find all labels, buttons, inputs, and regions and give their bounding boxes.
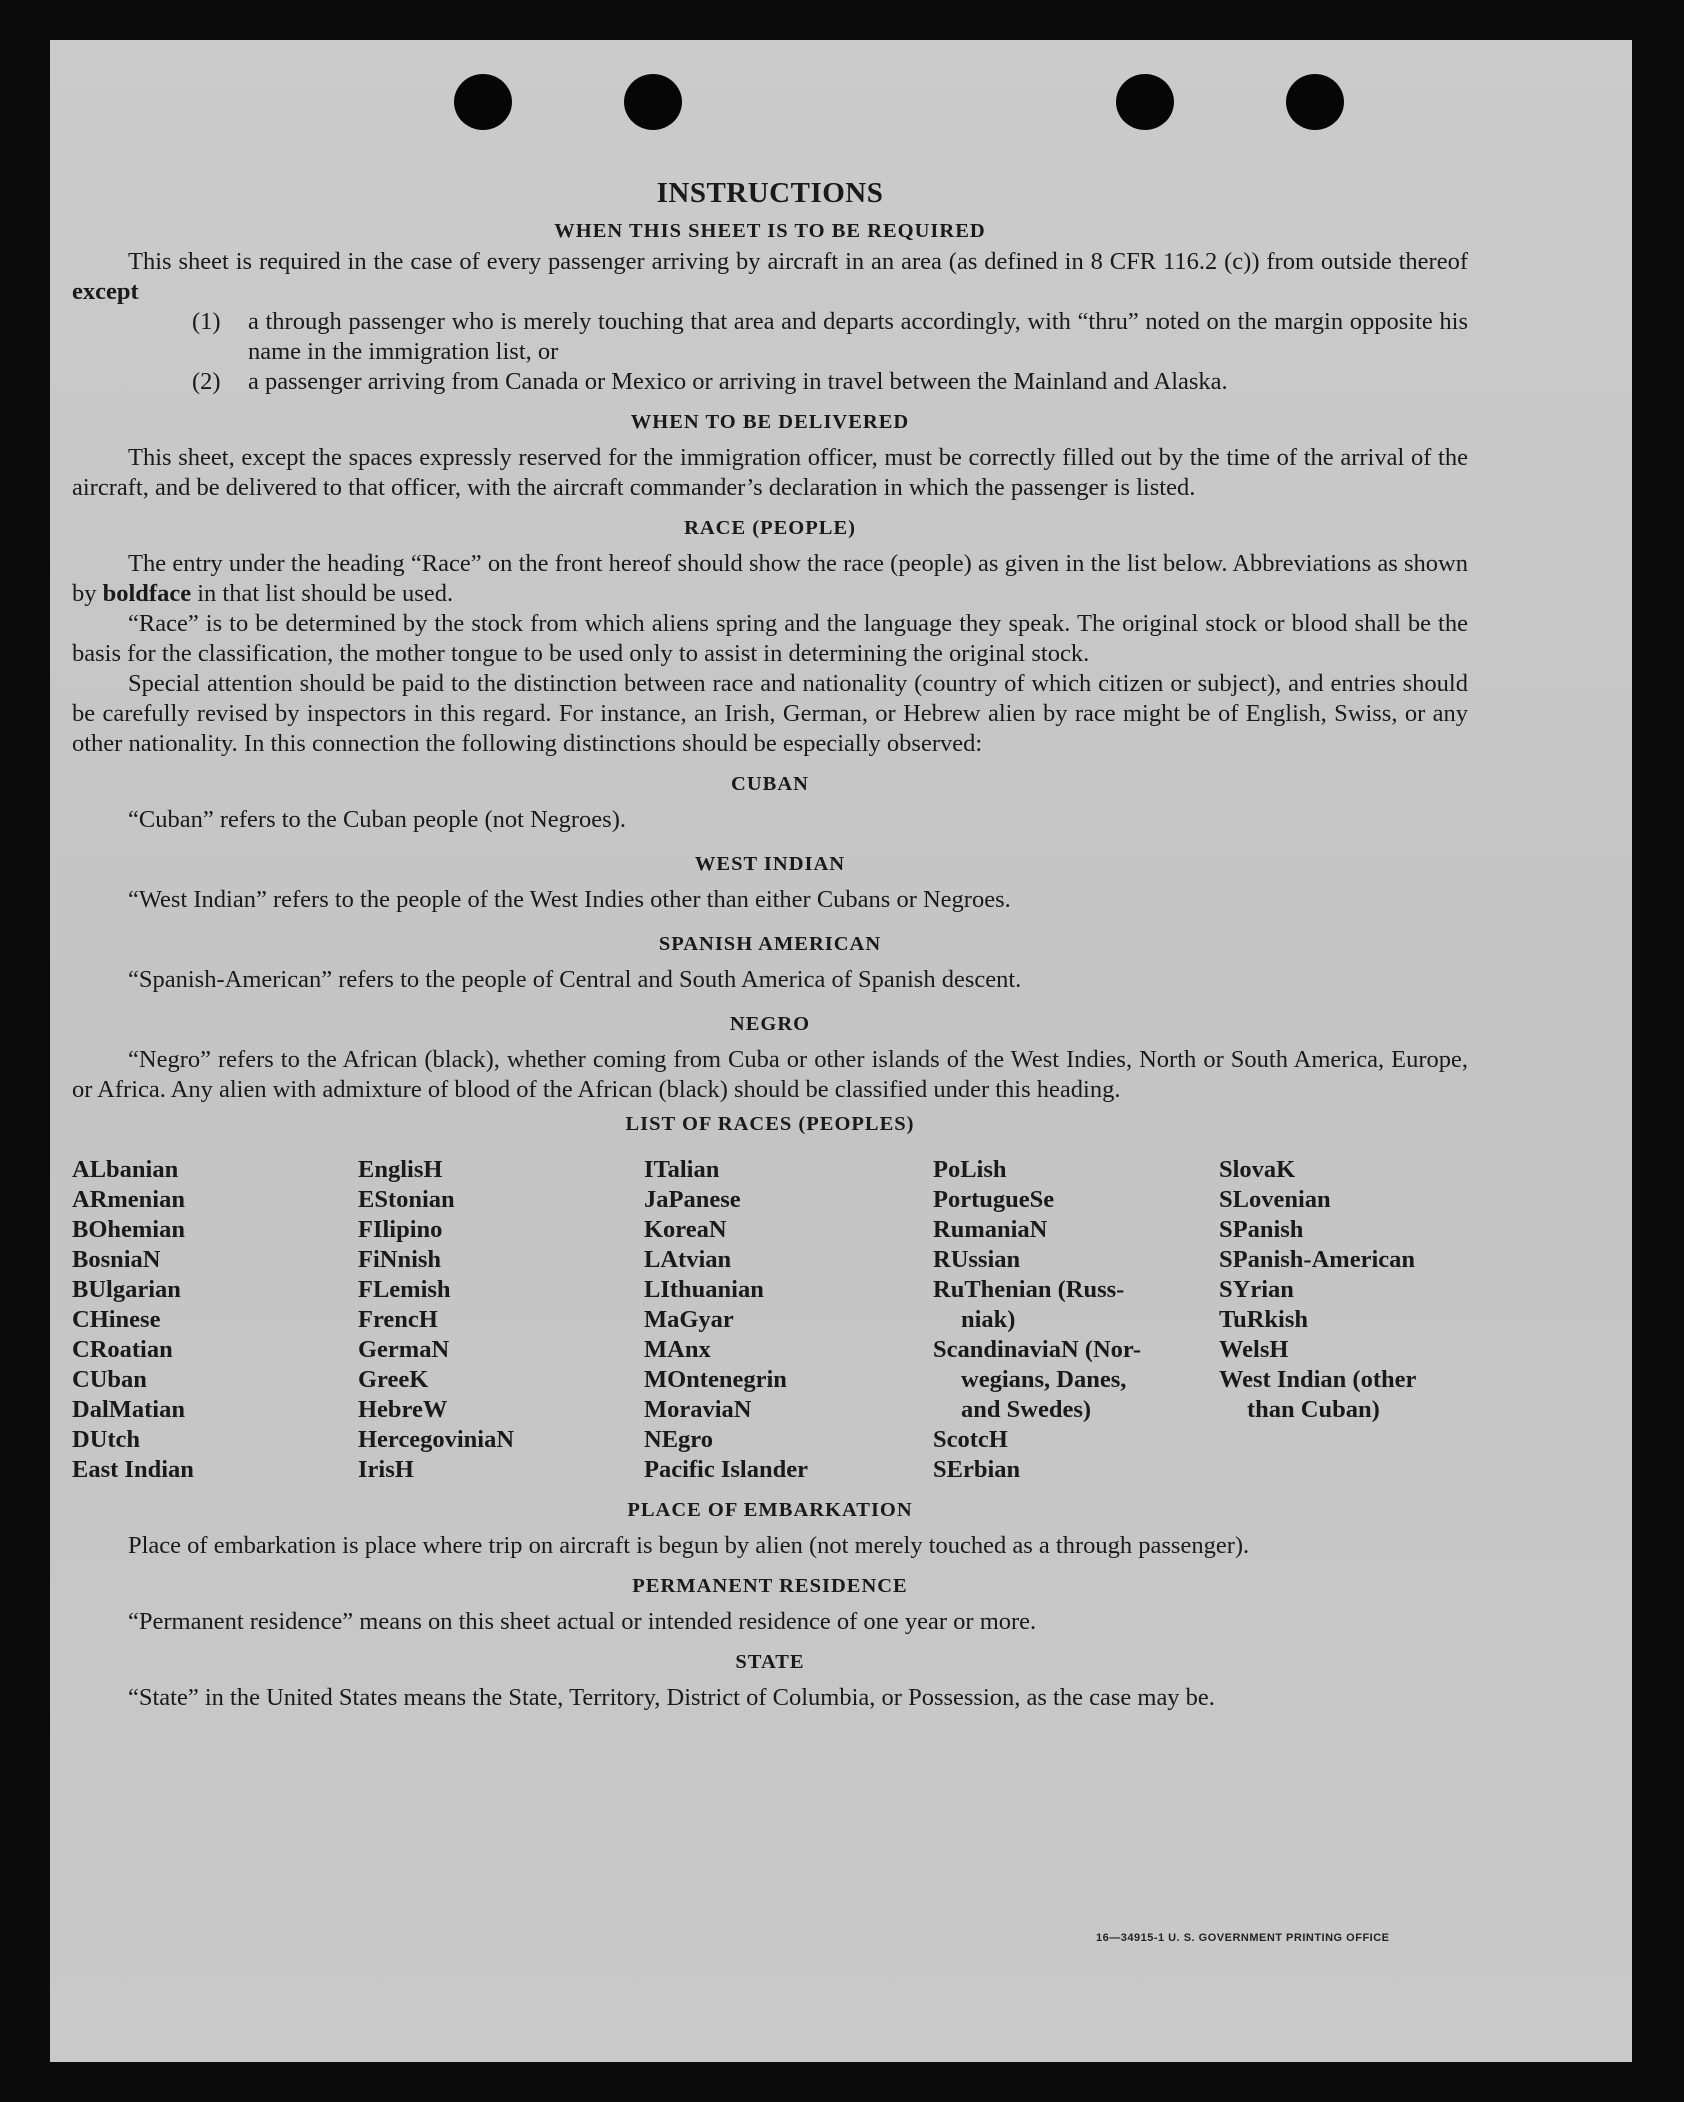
race-entry: niak): [961, 1306, 1016, 1333]
race-paragraph-3: Special attention should be paid to the distinction between race and nationality (country of which citizen or subject), and entries should be carefully revised by inspectors in this regard. For instance, an Irish, German, or Hebrew alien by race might be of English, Swiss, or any other nationality. In this connection the following distinctions should be especially observed:: [72, 670, 1468, 757]
race-entry: KoreaN: [644, 1216, 727, 1243]
race-entry: FiNnish: [358, 1246, 442, 1273]
embarkation-text: Place of embarkation is place where trip on aircraft is begun by alien (not merely touched as a through passenger).: [128, 1532, 1250, 1559]
races-column: [1219, 1155, 1469, 1485]
race-entry: IrisH: [358, 1456, 414, 1483]
race-p1-text-c: in that list should be used.: [191, 580, 454, 607]
spanish-american-text: “Spanish-American” refers to the people of Central and South America of Spanish descent.: [128, 966, 1022, 993]
races-list: [72, 1155, 1468, 1485]
required-item-number: (2): [192, 368, 221, 395]
heading-race: RACE (PEOPLE): [684, 517, 856, 539]
race-entry: Pacific Islander: [644, 1456, 808, 1483]
race-entry: RuThenian (Russ-: [933, 1276, 1125, 1303]
instructions-body: [72, 178, 1468, 1713]
races-column: [933, 1155, 1219, 1485]
state-text: “State” in the United States means the State, Territory, District of Columbia, or Possession, as the case may be.: [128, 1684, 1215, 1711]
race-entry: LAtvian: [644, 1246, 732, 1273]
required-intro: [72, 247, 1468, 307]
race-entry: SPanish: [1219, 1216, 1304, 1243]
race-entry: EStonian: [358, 1186, 455, 1213]
punch-hole: [624, 74, 682, 130]
race-entry: RumaniaN: [933, 1216, 1048, 1243]
race-entry: SErbian: [933, 1456, 1021, 1483]
race-entry: MaGyar: [644, 1306, 734, 1333]
negro-text: “Negro” refers to the African (black), whether coming from Cuba or other islands of the West Indies, North or South America, Europe, or Africa. Any alien with admixture of blood of the African (black) should be classified under this heading.: [72, 1046, 1468, 1103]
race-entry: wegians, Danes,: [961, 1366, 1127, 1393]
race-entry: FIlipino: [358, 1216, 443, 1243]
west-indian-text: “West Indian” refers to the people of the West Indies other than either Cubans or Negroes.: [128, 886, 1011, 913]
punch-hole: [1116, 74, 1174, 130]
races-column: [358, 1155, 644, 1485]
race-entry: BosniaN: [72, 1246, 161, 1273]
heading-negro: NEGRO: [729, 1013, 811, 1035]
race-entry: TuRkish: [1219, 1306, 1309, 1333]
race-entry: MOntenegrin: [644, 1366, 787, 1393]
punch-hole: [1286, 74, 1344, 130]
required-item: [192, 307, 1468, 367]
required-item-number: (1): [192, 308, 221, 335]
race-entry: ALbanian: [72, 1156, 179, 1183]
heading-when-required: WHEN THIS SHEET IS TO BE REQUIRED: [554, 220, 986, 242]
race-p1-text-a: The entry under the heading “Race” on the front hereof should show the race (people) as given in the list below. Abbreviations as shown by: [72, 550, 1468, 607]
heading-spanish-american: SPANISH AMERICAN: [658, 933, 882, 955]
race-entry: and Swedes): [961, 1396, 1092, 1423]
race-p1-boldface: boldface: [102, 580, 192, 607]
race-entry: GreeK: [358, 1366, 429, 1393]
document-page: [50, 40, 1632, 2062]
race-entry: WelsH: [1219, 1336, 1289, 1363]
race-entry: ITalian: [644, 1156, 720, 1183]
races-column: [644, 1155, 933, 1485]
race-entry: PoLish: [933, 1156, 1007, 1183]
heading-list-of-races: LIST OF RACES (PEOPLES): [625, 1113, 915, 1135]
heading-state: STATE: [735, 1651, 805, 1673]
race-entry: HercegoviniaN: [358, 1426, 515, 1453]
race-entry: BUlgarian: [72, 1276, 181, 1303]
race-entry: BOhemian: [72, 1216, 185, 1243]
race-entry: CUban: [72, 1366, 147, 1393]
race-entry: JaPanese: [644, 1186, 741, 1213]
race-entry: SPanish-American: [1219, 1246, 1415, 1273]
race-entry: CRoatian: [72, 1336, 173, 1363]
heading-cuban: CUBAN: [731, 773, 809, 795]
race-entry: SLovenian: [1219, 1186, 1331, 1213]
required-item-text: a through passenger who is merely touching that area and departs accordingly, with “thru” noted on the margin opposite his name in the immigration list, or: [248, 308, 1468, 365]
race-entry: CHinese: [72, 1306, 161, 1333]
race-entry: West Indian (other: [1219, 1366, 1417, 1393]
race-entry: EnglisH: [358, 1156, 443, 1183]
race-entry: ARmenian: [72, 1186, 185, 1213]
race-entry: than Cuban): [1247, 1396, 1380, 1423]
race-entry: ScandinaviaN (Nor-: [933, 1336, 1142, 1363]
heading-when-delivered: WHEN TO BE DELIVERED: [630, 411, 910, 433]
heading-permanent-residence: PERMANENT RESIDENCE: [632, 1575, 908, 1597]
race-entry: FLemish: [358, 1276, 451, 1303]
race-entry: PortugueSe: [933, 1186, 1055, 1213]
heading-embarkation: PLACE OF EMBARKATION: [627, 1499, 913, 1521]
required-item-text: a passenger arriving from Canada or Mexico or arriving in travel between the Mainland and Alaska.: [248, 368, 1228, 395]
required-intro-text: This sheet is required in the case of every passenger arriving by aircraft in an area (as defined in 8 CFR 116.2 (c)) from outside thereof: [128, 248, 1468, 275]
races-column: [72, 1155, 358, 1485]
heading-west-indian: WEST INDIAN: [694, 853, 846, 875]
race-entry: FrencH: [358, 1306, 438, 1333]
race-entry: SlovaK: [1219, 1156, 1296, 1183]
residence-text: “Permanent residence” means on this sheet actual or intended residence of one year or more.: [128, 1608, 1037, 1635]
race-entry: GermaN: [358, 1336, 450, 1363]
race-entry: LIthuanian: [644, 1276, 764, 1303]
race-entry: MoraviaN: [644, 1396, 752, 1423]
race-paragraph-1: [72, 549, 1468, 609]
race-entry: SYrian: [1219, 1276, 1294, 1303]
race-entry: ScotcH: [933, 1426, 1008, 1453]
race-entry: RUssian: [933, 1246, 1021, 1273]
page-title: INSTRUCTIONS: [656, 177, 884, 209]
race-entry: NEgro: [644, 1426, 713, 1453]
printing-office-code: 16—34915-1 U. S. GOVERNMENT PRINTING OFFICE: [1096, 1932, 1390, 1944]
race-entry: DUtch: [72, 1426, 141, 1453]
cuban-text: “Cuban” refers to the Cuban people (not Negroes).: [128, 806, 626, 833]
required-item: [192, 367, 1468, 397]
race-entry: DalMatian: [72, 1396, 185, 1423]
race-entry: East Indian: [72, 1456, 194, 1483]
required-intro-except: except: [72, 278, 139, 305]
race-entry: HebreW: [358, 1396, 448, 1423]
race-entry: MAnx: [644, 1336, 711, 1363]
punch-hole: [454, 74, 512, 130]
race-paragraph-2: “Race” is to be determined by the stock from which aliens spring and the language they speak. The original stock or blood shall be the basis for the classification, the mother tongue to be used only to assist in determining the original stock.: [72, 610, 1468, 667]
delivered-text: This sheet, except the spaces expressly reserved for the immigration officer, must be correctly filled out by the time of the arrival of the aircraft, and be delivered to that officer, with the aircraft commander’s declaration in which the passenger is listed.: [72, 444, 1468, 501]
